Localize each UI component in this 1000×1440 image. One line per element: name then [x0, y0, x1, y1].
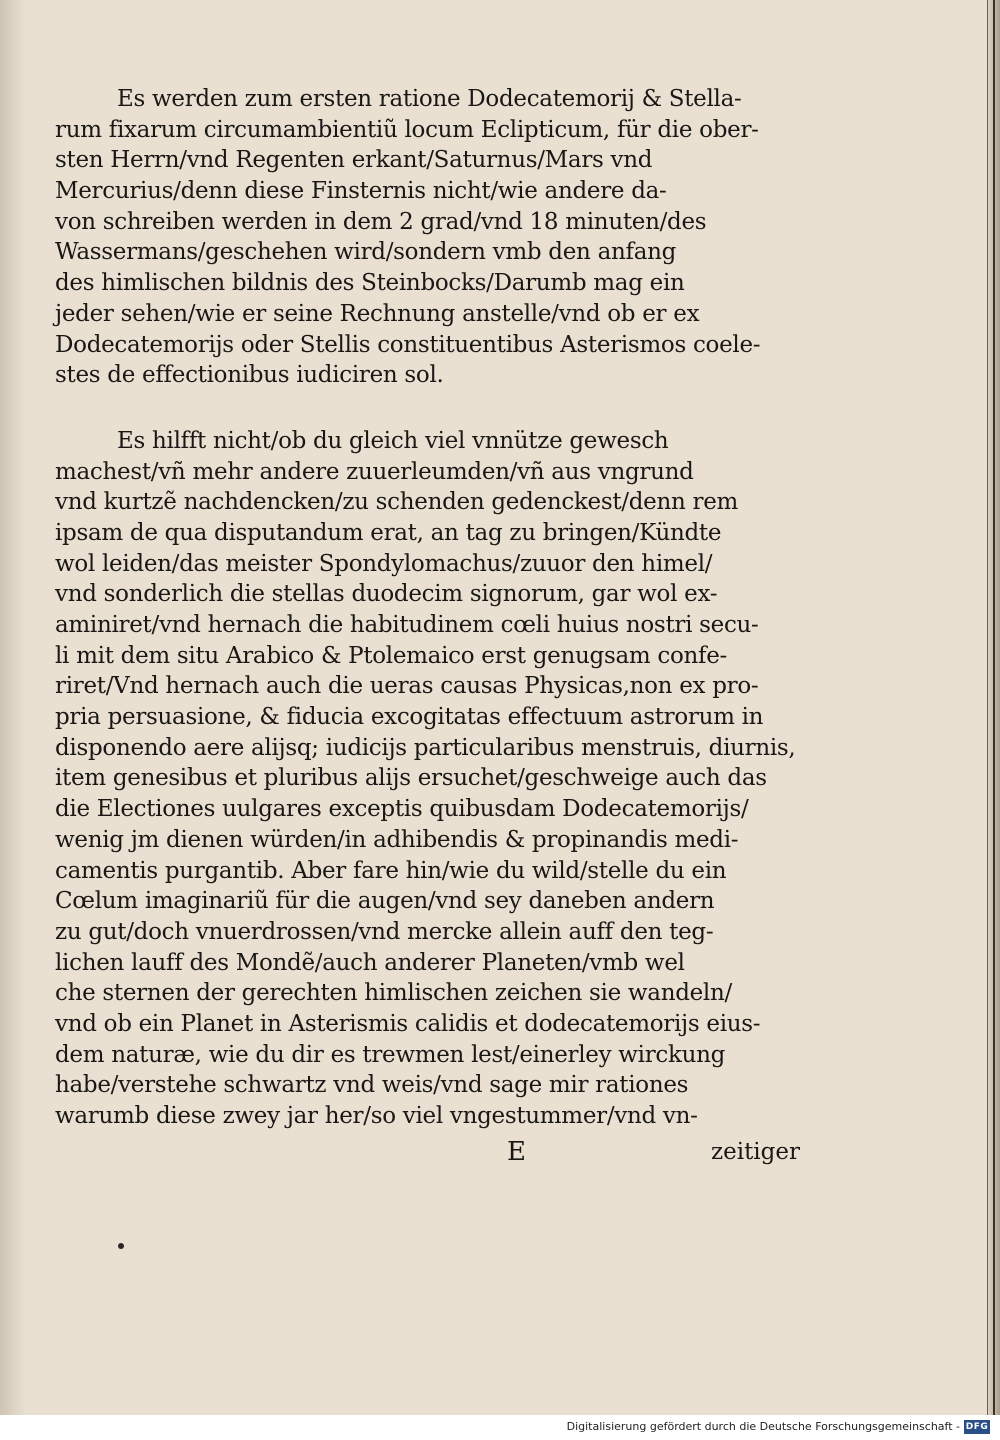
signature-mark: E [507, 1136, 526, 1167]
digitization-footer [0, 1415, 1000, 1440]
text-line: aminiret/vnd hernach die habitudinem cœli huius nostri secu- [55, 612, 759, 638]
ink-spot [118, 1243, 124, 1249]
text-line: zu gut/doch vnuerdrossen/vnd mercke allein auff den teg- [55, 918, 714, 945]
text-line: jeder sehen/wie er seine Rechnung anstelle/vnd ob er ex [55, 300, 700, 327]
text-line: vnd sonderlich die stellas duodecim signorum, gar wol ex- [55, 581, 718, 608]
text-line: dem naturæ, wie du dir es trewmen lest/einerley wirckung [55, 1041, 726, 1068]
text-line: che sternen der gerechten himlischen zeichen sie wandeln/ [55, 980, 732, 1007]
paragraph-gap [55, 391, 800, 426]
text-line: machest/vñ mehr andere zuuerleumden/vñ aus vngrund [55, 458, 694, 485]
text-line: Dodecatemorijs oder Stellis constituentibus Asterismos coele- [55, 331, 761, 358]
text-line: vnd kurtzẽ nachdencken/zu schenden gedenckest/denn rem [55, 489, 739, 516]
paragraph-2 [55, 426, 800, 1132]
text-line: wenig jm dienen würden/in adhibendis & propinandis medi- [55, 826, 739, 853]
text-line: camentis purgantib. Aber fare hin/wie du wild/stelle du ein [55, 857, 727, 884]
text-line: disponendo aere alijsq; iudicijs particularibus menstruis, diurnis, [55, 734, 796, 761]
page-foot [55, 1136, 800, 1168]
text-line: vnd ob ein Planet in Asterismis calidis et dodecatemorijs eius- [55, 1010, 761, 1037]
text-line: ipsam de qua disputandum erat, an tag zu bringen/Kündte [55, 519, 722, 546]
text-line: stes de effectionibus iudiciren sol. [55, 362, 444, 389]
text-line: habe/verstehe schwartz vnd weis/vnd sage mir rationes [55, 1072, 689, 1099]
funding-note: Digitalisierung gefördert durch die Deutsche Forschungsgemeinschaft - [566, 1420, 960, 1433]
text-line: die Electiones uulgares exceptis quibusdam Dodecatemorijs/ [55, 796, 749, 823]
text-line: item genesibus et pluribus alijs ersuchet/geschweige auch das [55, 765, 767, 792]
text-line: wol leiden/das meister Spondylomachus/zuuor den himel/ [55, 550, 713, 577]
text-line: riret/Vnd hernach auch die ueras causas Physicas,non ex pro- [55, 673, 759, 700]
text-line: Wassermans/geschehen wird/sondern vmb den anfang [55, 239, 677, 266]
text-line: von schreiben werden in dem 2 grad/vnd 18 minuten/des [55, 208, 707, 235]
paragraph-1 [55, 84, 800, 391]
text-line: sten Herrn/vnd Regenten erkant/Saturnus/Mars vnd [55, 147, 653, 174]
catchword: zeitiger [710, 1138, 800, 1165]
gutter-shadow [0, 0, 26, 1415]
text-line: rum fixarum circumambientiũ locum Eclipticum, für die ober- [55, 116, 759, 143]
text-line: Es werden zum ersten ratione Dodecatemorij & Stella- [117, 86, 742, 112]
text-line: li mit dem situ Arabico & Ptolemaico erst genugsam confe- [55, 642, 728, 669]
dfg-logo: DFG [965, 1422, 989, 1432]
text-line: pria persuasione, & fiducia excogitatas effectuum astrorum in [55, 704, 764, 731]
text-block [55, 84, 800, 1168]
text-line: Mercurius/denn diese Finsternis nicht/wie andere da- [55, 178, 667, 205]
text-line: warumb diese zwey jar her/so viel vngestummer/vnd vn- [55, 1103, 698, 1129]
page-edge [987, 0, 1000, 1415]
text-line: lichen lauff des Mondẽ/auch anderer Planeten/vmb wel [55, 949, 685, 976]
text-line: Cœlum imaginariũ für die augen/vnd sey daneben andern [55, 888, 715, 915]
text-line: Es hilfft nicht/ob du gleich viel vnnütze gewesch [117, 427, 669, 454]
text-line: des himlischen bildnis des Steinbocks/Darumb mag ein [55, 270, 685, 297]
